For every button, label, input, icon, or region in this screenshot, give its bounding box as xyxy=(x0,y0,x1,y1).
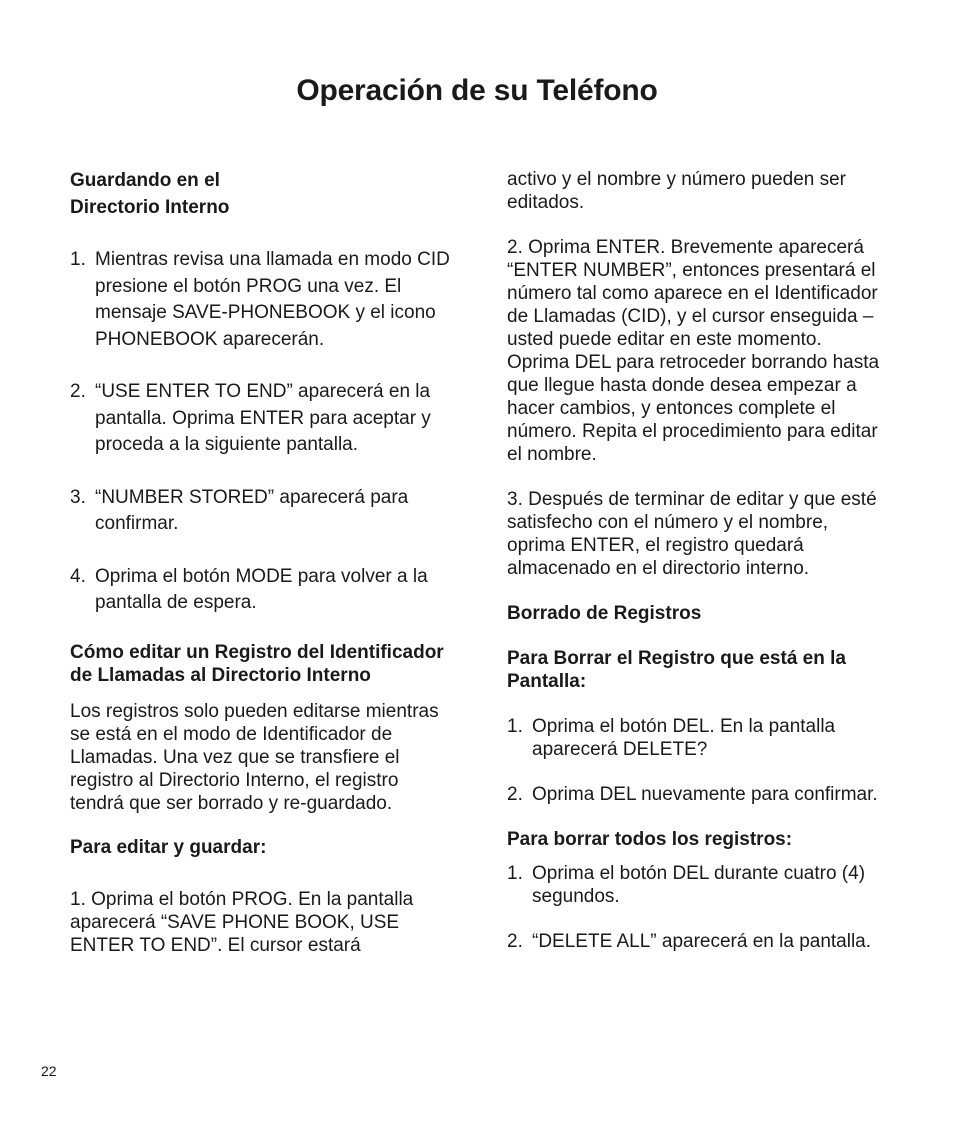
editar-step-2: 2. Oprima ENTER. Brevemente aparecerá “ENTER NUMBER”, entonces presentará el número tal como aparece en el Identificador de Llamadas (CID), y el cursor enseguida – usted puede editar en este momento. Oprima DEL para retroceder borrando hasta que llegue hasta donde desea empezar a hacer cambios, y entonces complete el número. Repita el procedimiento para editar el nombre. xyxy=(507,237,880,465)
heading-line: Directorio Interno xyxy=(70,196,230,218)
list-text: Mientras revisa una llamada en modo CID presione el botón PROG una vez. El mensaje SAVE-PHONEBOOK y el icono PHONEBOOK aparecerán. xyxy=(95,249,450,350)
borrar-todos-list xyxy=(507,862,889,953)
subheading-editar-guardar: Para editar y guardar: xyxy=(70,836,267,858)
subheading-borrar-pantalla: Para Borrar el Registro que está en la Pantalla: xyxy=(507,648,846,692)
editar-step-3: 3. Después de terminar de editar y que esté satisfecho con el número y el nombre, oprima ENTER, el registro quedará almacenado en el directorio interno. xyxy=(507,489,877,579)
subheading-borrar-todos: Para borrar todos los registros: xyxy=(507,829,793,850)
list-item xyxy=(507,862,889,908)
section-heading-editar: Cómo editar un Registro del Identificador de Llamadas al Directorio Interno xyxy=(70,641,444,686)
list-text: “USE ENTER TO END” aparecerá en la pantalla. Oprima ENTER para aceptar y proceda a la siguiente pantalla. xyxy=(95,381,431,455)
heading-line: Guardando en el xyxy=(70,170,220,191)
list-item xyxy=(507,783,889,806)
guardando-steps-list xyxy=(70,247,452,617)
list-item xyxy=(70,379,452,459)
left-column xyxy=(70,168,452,957)
borrar-pantalla-list xyxy=(507,715,889,806)
list-number: 1. xyxy=(507,863,523,884)
list-item xyxy=(507,930,889,953)
list-number: 2. xyxy=(507,784,523,805)
list-text: Oprima el botón DEL durante cuatro (4) segundos. xyxy=(532,863,866,907)
list-number: 4. xyxy=(70,565,86,587)
list-text: “DELETE ALL” aparecerá en la pantalla. xyxy=(532,931,872,952)
list-number: 1. xyxy=(507,716,523,737)
section-heading-guardando xyxy=(70,168,452,221)
continuation-paragraph: activo y el nombre y número pueden ser editados. xyxy=(507,169,847,213)
list-item xyxy=(70,564,452,617)
list-item xyxy=(507,715,889,761)
list-number: 3. xyxy=(70,486,86,508)
page-title: Operación de su Teléfono xyxy=(296,74,658,107)
list-text: Oprima el botón MODE para volver a la pantalla de espera. xyxy=(95,565,428,613)
list-text: Oprima DEL nuevamente para confirmar. xyxy=(532,784,878,805)
page-number: 22 xyxy=(41,1063,57,1079)
list-item xyxy=(70,485,452,538)
editar-step-1: 1. Oprima el botón PROG. En la pantalla aparecerá “SAVE PHONE BOOK, USE ENTER TO END”. El cursor estará xyxy=(70,888,414,956)
section-heading-borrado: Borrado de Registros xyxy=(507,603,702,624)
editar-paragraph: Los registros solo pueden editarse mientras se está en el modo de Identificador de Llamadas. Una vez que se transfiere el registro al Directorio Interno, el registro tendrá que ser borrado y re-guardado. xyxy=(70,700,439,814)
list-item xyxy=(70,247,452,353)
list-text: “NUMBER STORED” aparecerá para confirmar. xyxy=(95,486,409,534)
list-text: Oprima el botón DEL. En la pantalla aparecerá DELETE? xyxy=(532,716,836,760)
list-number: 2. xyxy=(507,931,523,952)
right-column xyxy=(507,168,889,953)
list-number: 1. xyxy=(70,249,86,270)
list-number: 2. xyxy=(70,381,86,402)
